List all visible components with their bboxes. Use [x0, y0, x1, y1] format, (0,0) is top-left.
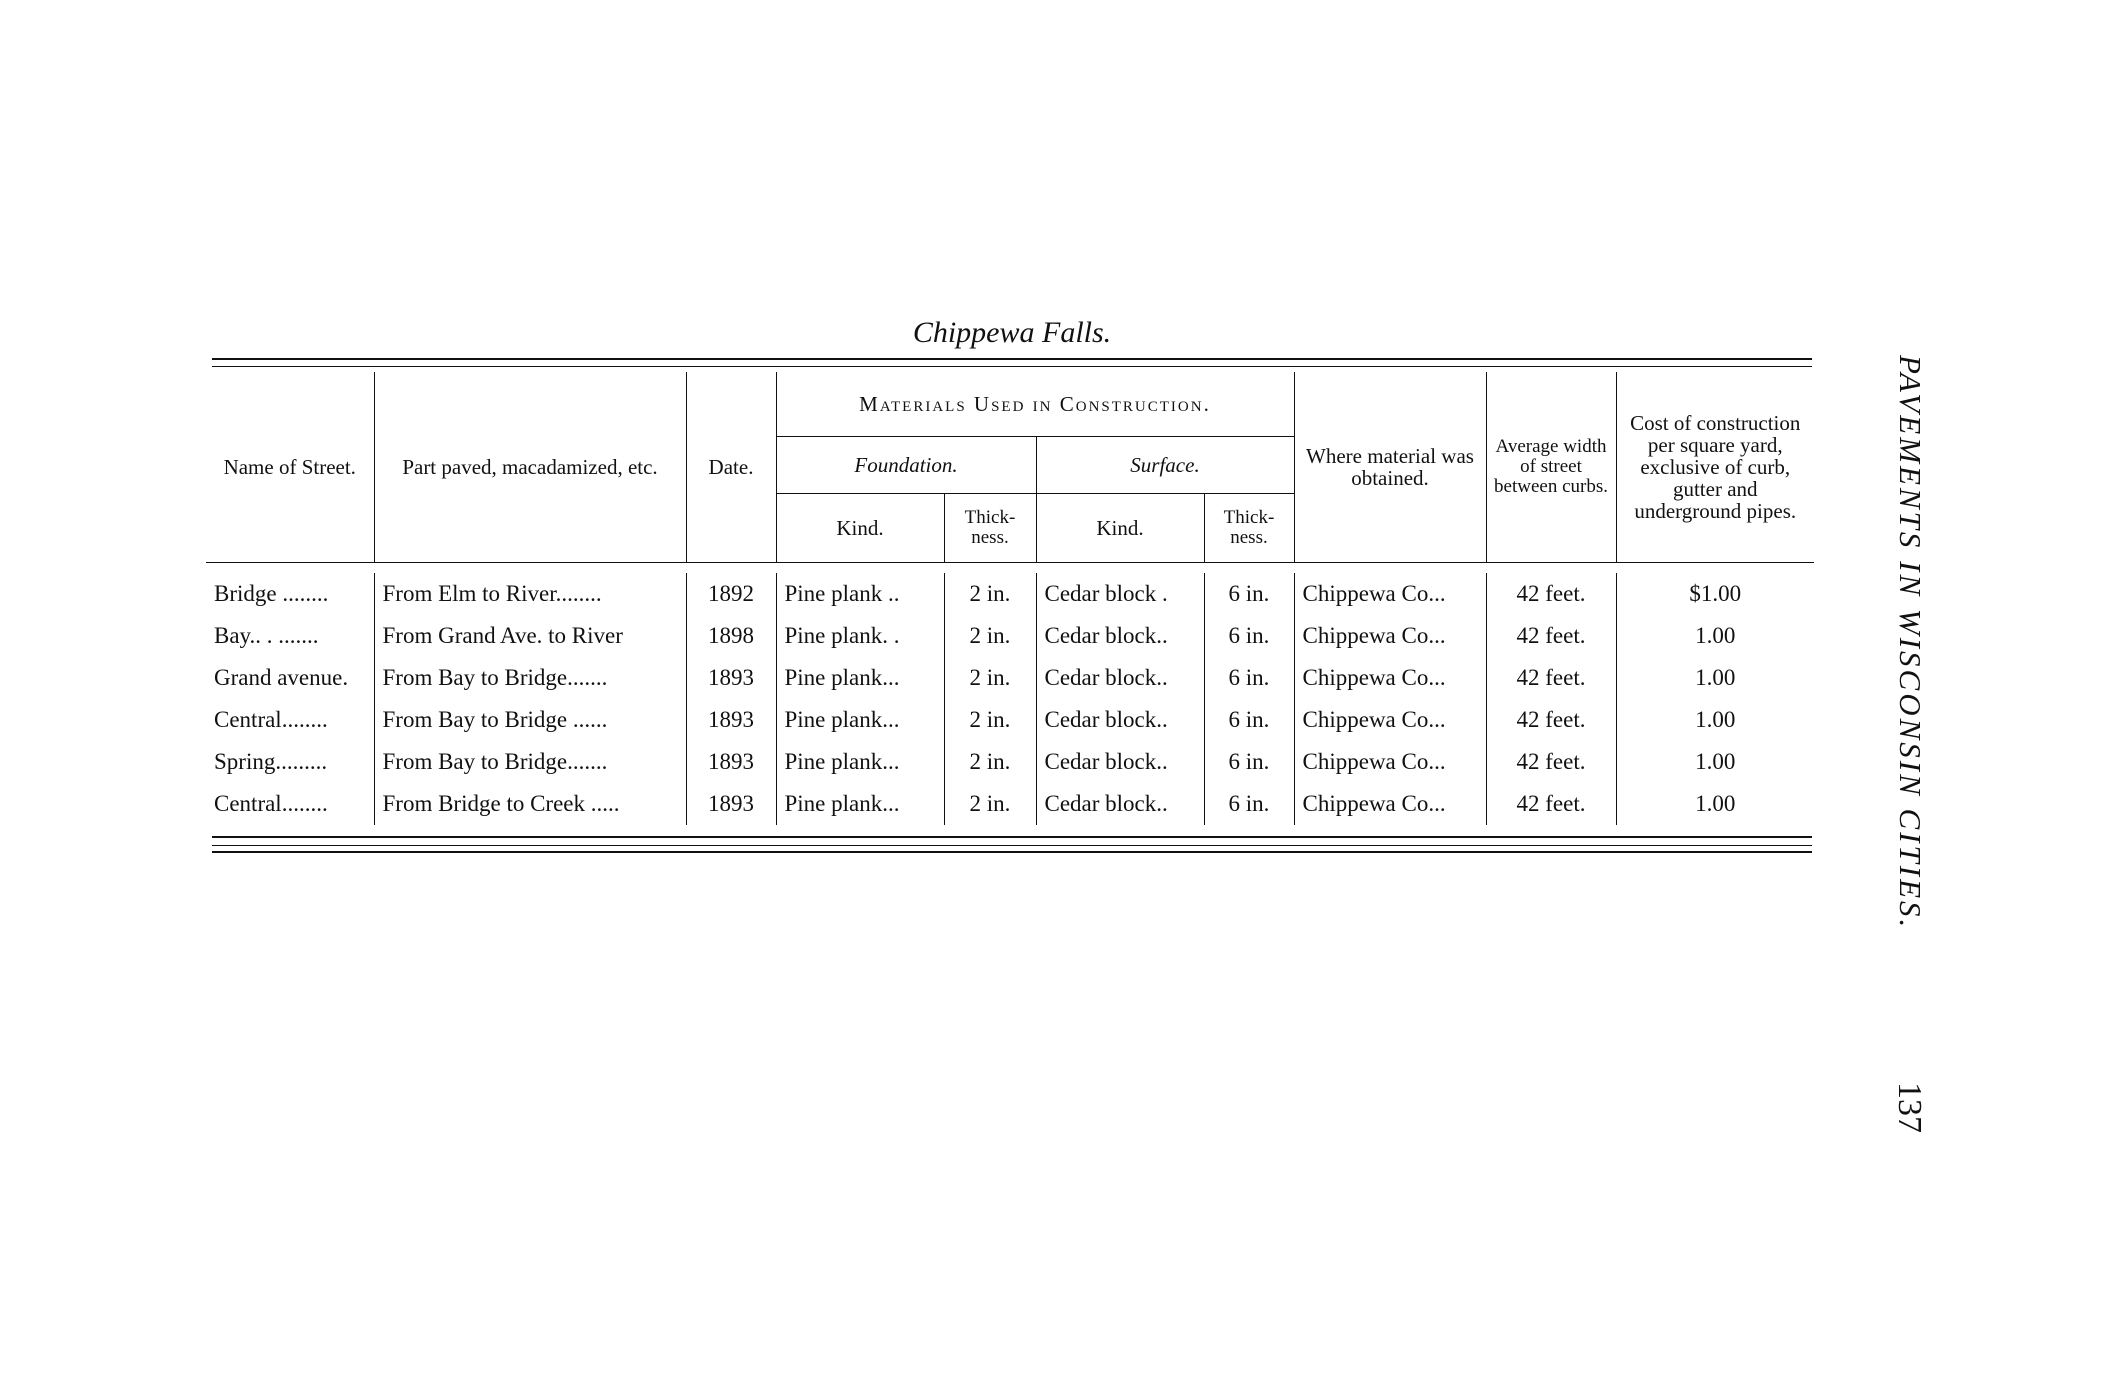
pavements-table — [206, 372, 1814, 835]
cell-surface-thickness: 6 in. — [1204, 657, 1294, 699]
cell-street: Central........ — [214, 706, 328, 732]
cell-foundation-kind: Pine plank... — [776, 783, 944, 825]
cell-where: Chippewa Co... — [1294, 657, 1486, 699]
cell-street: Bridge ........ — [214, 580, 329, 606]
cell-foundation-thickness: 2 in. — [944, 657, 1036, 699]
top-rule-thin — [212, 366, 1812, 367]
bottom-rule-thin — [212, 845, 1812, 846]
header-average-width: Average width of street between curbs. — [1486, 372, 1616, 562]
cell-date: 1893 — [686, 657, 776, 699]
header-name-of-street: Name of Street. — [223, 454, 356, 479]
cell-foundation-kind: Pine plank... — [776, 699, 944, 741]
cell-surface-thickness: 6 in. — [1204, 699, 1294, 741]
cell-surface-thickness: 6 in. — [1204, 783, 1294, 825]
cell-cost: 1.00 — [1616, 699, 1814, 741]
table-row — [206, 783, 1814, 825]
cell-foundation-thickness: 2 in. — [944, 741, 1036, 783]
cell-street: Central........ — [214, 790, 328, 816]
cell-date: 1893 — [686, 783, 776, 825]
cell-foundation-thickness: 2 in. — [944, 783, 1036, 825]
cell-where: Chippewa Co... — [1294, 615, 1486, 657]
cell-cost: $1.00 — [1616, 573, 1814, 615]
running-head: PAVEMENTS IN WISCONSIN CITIES. — [1893, 355, 1928, 931]
cell-street: Spring......... — [214, 748, 328, 774]
header-part-paved: Part paved, macadamized, etc. — [374, 372, 686, 562]
cell-foundation-kind: Pine plank. . — [776, 615, 944, 657]
table-row — [206, 741, 1814, 783]
cell-where: Chippewa Co... — [1294, 573, 1486, 615]
cell-cost: 1.00 — [1616, 741, 1814, 783]
cell-cost: 1.00 — [1616, 783, 1814, 825]
header-cost: Cost of construction per square yard, exclusive of curb, gutter and underground pipes. — [1616, 372, 1814, 562]
cell-foundation-thickness: 2 in. — [944, 699, 1036, 741]
header-surface: Surface. — [1036, 437, 1294, 494]
table-row — [206, 615, 1814, 657]
cell-part: From Grand Ave. to River — [374, 615, 686, 657]
header-materials: Materials Used in Construction. — [776, 372, 1294, 437]
cell-surface-kind: Cedar block.. — [1036, 615, 1204, 657]
header-foundation-thickness: Thick-ness. — [944, 494, 1036, 563]
cell-width: 42 feet. — [1486, 657, 1616, 699]
cell-part: From Bay to Bridge ...... — [374, 699, 686, 741]
cell-where: Chippewa Co... — [1294, 783, 1486, 825]
cell-width: 42 feet. — [1486, 699, 1616, 741]
cell-foundation-kind: Pine plank .. — [776, 573, 944, 615]
cell-street: Grand avenue. — [214, 664, 349, 690]
bottom-rule-second — [212, 851, 1812, 853]
bottom-rule — [212, 836, 1812, 838]
cell-part: From Elm to River........ — [374, 573, 686, 615]
table-body — [206, 563, 1814, 836]
header-where-obtained: Where material was obtained. — [1294, 372, 1486, 562]
table-title — [0, 316, 2128, 350]
cell-cost: 1.00 — [1616, 657, 1814, 699]
cell-where: Chippewa Co... — [1294, 741, 1486, 783]
cell-date: 1893 — [686, 699, 776, 741]
cell-foundation-thickness: 2 in. — [944, 615, 1036, 657]
cell-width: 42 feet. — [1486, 741, 1616, 783]
table-row — [206, 657, 1814, 699]
header-surface-kind: Kind. — [1036, 494, 1204, 563]
header-surface-thickness: Thick-ness. — [1204, 494, 1294, 563]
header-foundation-kind: Kind. — [776, 494, 944, 563]
header-foundation: Foundation. — [776, 437, 1036, 494]
cell-part: From Bay to Bridge....... — [374, 657, 686, 699]
page-number: 137 — [1891, 1082, 1928, 1133]
cell-date: 1893 — [686, 741, 776, 783]
cell-surface-thickness: 6 in. — [1204, 573, 1294, 615]
cell-date: 1892 — [686, 573, 776, 615]
table-row — [206, 699, 1814, 741]
cell-date: 1898 — [686, 615, 776, 657]
cell-surface-kind: Cedar block . — [1036, 573, 1204, 615]
table-row — [206, 573, 1814, 615]
cell-surface-kind: Cedar block.. — [1036, 657, 1204, 699]
cell-part: From Bridge to Creek ..... — [374, 783, 686, 825]
top-rule — [212, 358, 1812, 360]
header-date: Date. — [686, 372, 776, 562]
cell-cost: 1.00 — [1616, 615, 1814, 657]
cell-where: Chippewa Co... — [1294, 699, 1486, 741]
cell-width: 42 feet. — [1486, 615, 1616, 657]
cell-part: From Bay to Bridge....... — [374, 741, 686, 783]
cell-foundation-kind: Pine plank... — [776, 657, 944, 699]
cell-foundation-kind: Pine plank... — [776, 741, 944, 783]
cell-width: 42 feet. — [1486, 573, 1616, 615]
cell-surface-kind: Cedar block.. — [1036, 699, 1204, 741]
table-title-text: Chippewa Falls. — [912, 316, 1112, 349]
cell-surface-kind: Cedar block.. — [1036, 783, 1204, 825]
cell-street: Bay.. . ....... — [214, 622, 319, 648]
cell-surface-kind: Cedar block.. — [1036, 741, 1204, 783]
cell-width: 42 feet. — [1486, 783, 1616, 825]
cell-foundation-thickness: 2 in. — [944, 573, 1036, 615]
cell-surface-thickness: 6 in. — [1204, 615, 1294, 657]
cell-surface-thickness: 6 in. — [1204, 741, 1294, 783]
